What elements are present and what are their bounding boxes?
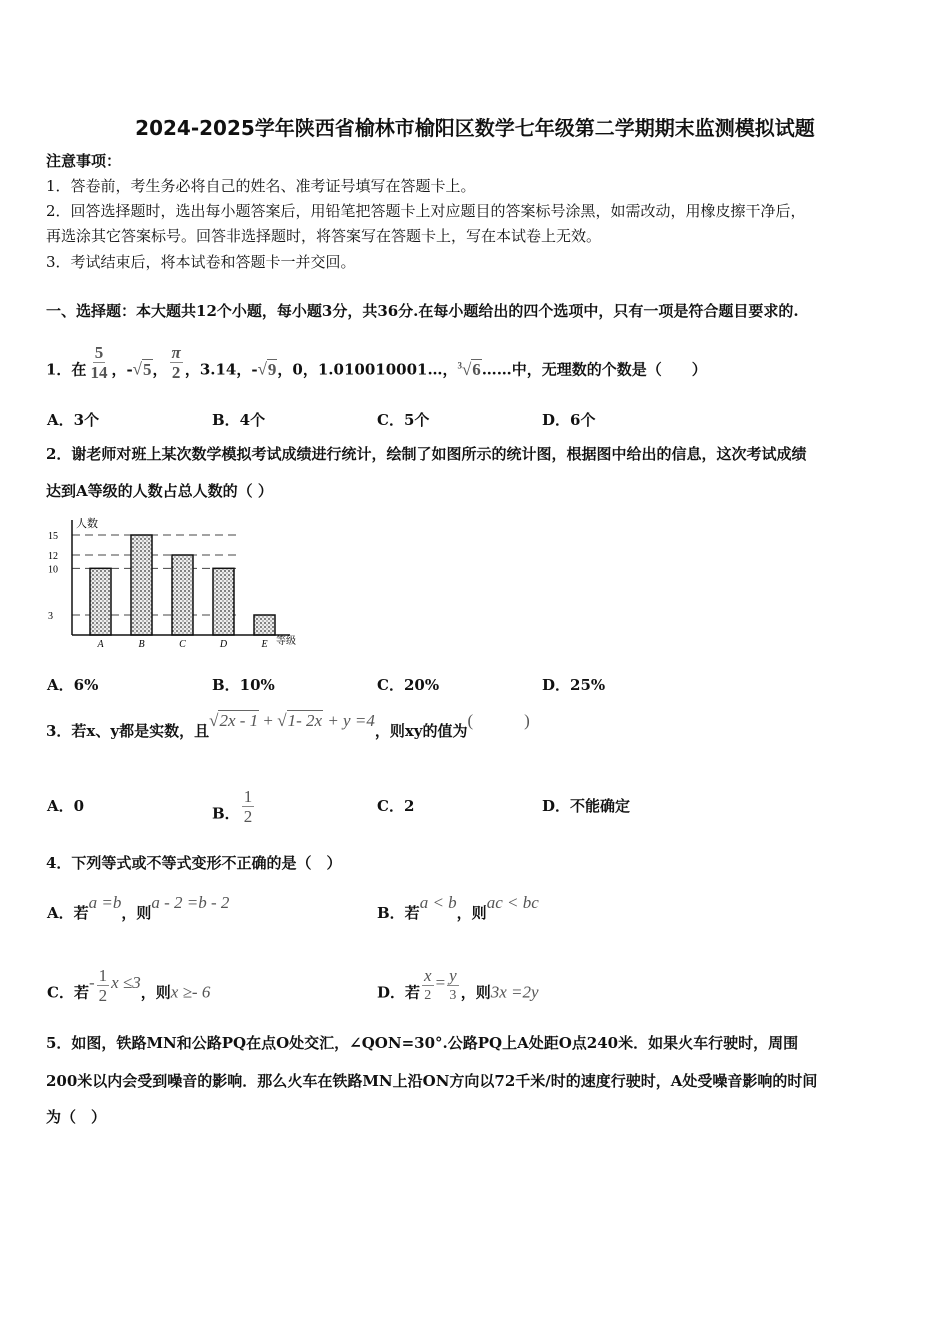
q3-option-a[interactable]: A．0 (47, 797, 85, 815)
q1-prefix: 1．在 (46, 360, 87, 379)
q2-option-b[interactable]: B．10% (212, 676, 275, 694)
x-tick-label: A (97, 639, 104, 650)
q3-option-b[interactable]: B． $\frac{1}{2}$ (212, 787, 253, 826)
q2-option-c[interactable]: C．20% (377, 676, 440, 694)
question-2-cont: 达到A等级的人数占总人数的（ ） (46, 482, 273, 500)
q2-option-a[interactable]: A．6% (47, 676, 99, 694)
q1-option-a[interactable]: A．3个 (47, 411, 100, 429)
bar-B (131, 535, 152, 635)
bar-E (254, 615, 275, 635)
question-4: 4．下列等式或不等式变形不正确的是（ ） (46, 854, 342, 872)
q4-option-b[interactable]: B．若a < b，则ac < bc (377, 893, 539, 922)
notice-item: 再选涂其它答案标号。回答非选择题时，将答案写在答题卡上，写在本试卷上无效。 (46, 227, 602, 245)
bar-C (172, 555, 193, 635)
q4-option-d[interactable]: D．若 $\frac{x}{2}$ = $\frac{y}{3}$ ，则3x =2y (377, 966, 539, 1003)
x-tick-label: E (261, 639, 268, 650)
x-tick-label: D (219, 639, 228, 650)
fraction: $\frac{5}{14}$ (90, 343, 108, 382)
notice-heading: 注意事项： (46, 152, 122, 170)
q1-option-c[interactable]: C．5个 (377, 411, 430, 429)
fraction: $\frac{\pi}{2}$ (171, 343, 181, 382)
q3-option-c[interactable]: C．2 (377, 797, 415, 815)
question-1: 1．在 $\frac{5}{14}$ ，-√5， $\frac{\pi}{2}$ ，3.14，-√9，0，1.010010001…，$^3$√6……中，无理数的个数是（ ） (46, 343, 707, 382)
x-tick-label: B (138, 639, 145, 650)
y-tick-label: 15 (48, 531, 58, 542)
y-tick-label: 3 (48, 611, 53, 622)
question-2: 2．谢老师对班上某次数学模拟考试成绩进行统计，绘制了如图所示的统计图，根据图中给出的信息，这次考试成绩 (46, 445, 807, 463)
y-tick-label: 10 (48, 564, 58, 576)
q1-option-b[interactable]: B．4个 (212, 411, 266, 429)
notice-item: 2．回答选择题时，选出每小题答案后，用铅笔把答题卡上对应题目的答案标号涂黑，如需改动，用橡皮擦干净后， (46, 202, 806, 220)
q4-option-a[interactable]: A．若a =b，则a - 2 =b - 2 (47, 893, 230, 922)
page-title: 2024-2025学年陕西省榆林市榆阳区数学七年级第二学期期末监测模拟试题 (135, 116, 815, 140)
bar-D (213, 568, 234, 635)
bar-A (90, 568, 111, 635)
question-5: 5．如图，铁路MN和公路PQ在点O处交汇，∠QON=30°.公路PQ上A处距O点240米．如果火车行驶时，周围 (46, 1034, 799, 1052)
question-3: 3．若x、y都是实数，且√2x - 1 + √1- 2x + y =4，则xy的值为( ) (46, 711, 530, 740)
notice-item: 1．答卷前，考生务必将自己的姓名、准考证号填写在答题卡上。 (46, 177, 476, 195)
q3-option-d[interactable]: D．不能确定 (542, 797, 631, 815)
y-axis-label: 人数 (76, 518, 98, 530)
q1-option-d[interactable]: D．6个 (542, 411, 596, 429)
section-heading: 一、选择题：本大题共12个小题，每小题3分，共36分.在每小题给出的四个选项中，只有一项是符合题目要求的. (46, 302, 799, 320)
bar-chart (40, 510, 310, 650)
x-tick-label: C (179, 639, 186, 650)
q4-option-c[interactable]: C．若- $\frac{1}{2}$ x ≤3，则x ≥- 6 (47, 966, 211, 1005)
q2-option-d[interactable]: D．25% (542, 676, 606, 694)
question-5-cont: 200米以内会受到噪音的影响．那么火车在铁路MN上沿ON方向以72千米/时的速度行驶时，A处受噪音影响的时间 (46, 1072, 818, 1090)
notice-item: 3．考试结束后，将本试卷和答题卡一并交回。 (46, 253, 356, 271)
y-tick-label: 12 (48, 551, 58, 562)
x-axis-label: 等级 (276, 636, 296, 647)
question-5-cont: 为（ ） (46, 1108, 107, 1126)
